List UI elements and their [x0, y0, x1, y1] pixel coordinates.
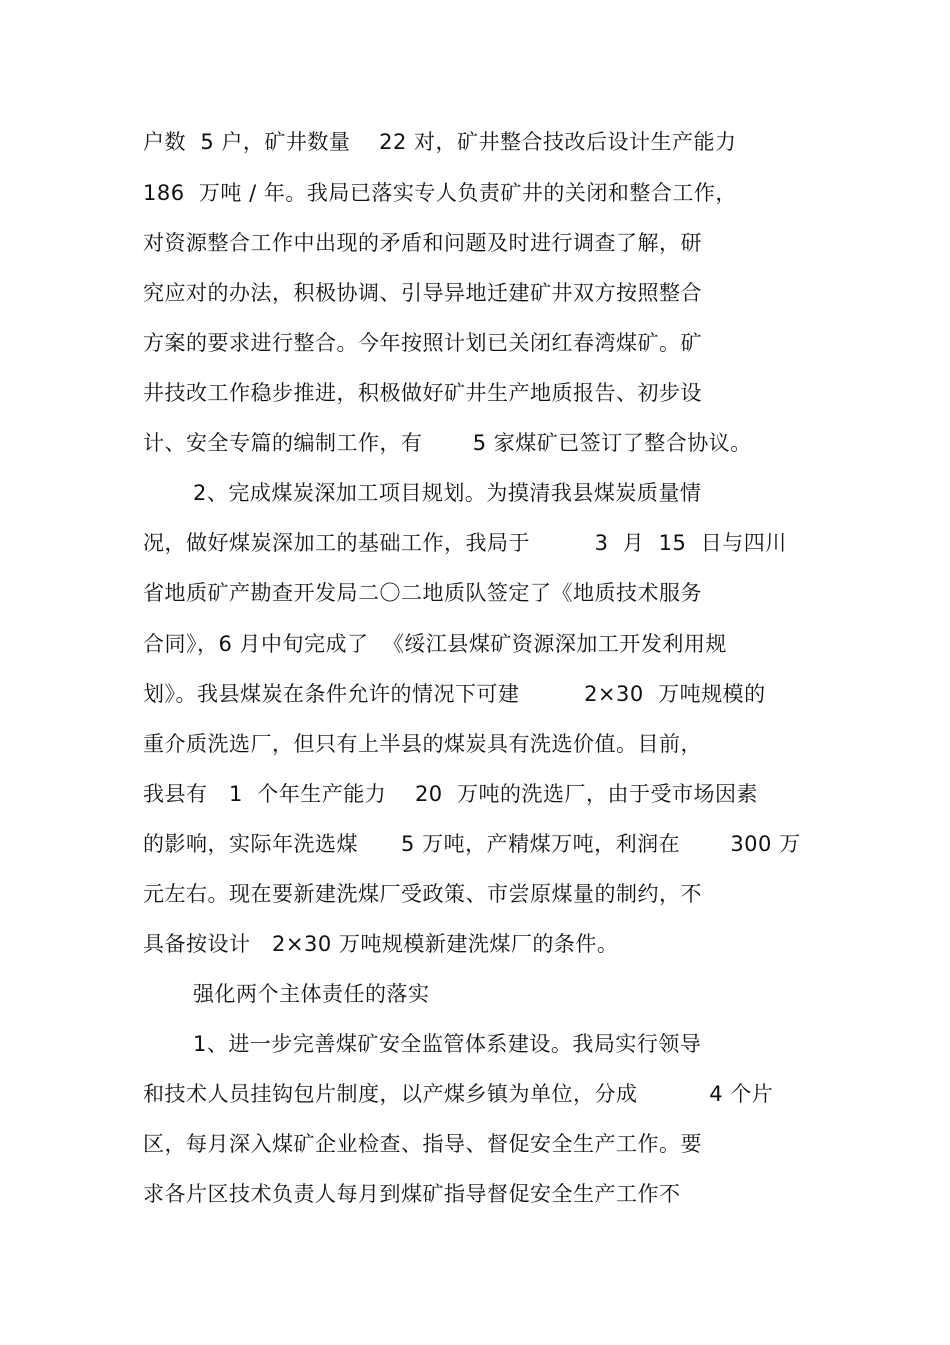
text-line: 况，做好煤炭深加工的基础工作，我局于 3 月 15 日与四川	[143, 531, 787, 555]
text-line: 区，每月深入煤矿企业检查、指导、督促安全生产工作。要	[143, 1132, 702, 1156]
text-line: 具备按设计 2×30 万吨规模新建洗煤厂的条件。	[143, 932, 619, 956]
text-line: 我县有 1 个年生产能力 20 万吨的洗选厂，由于受市场因素	[143, 782, 759, 806]
text-line: 元左右。现在要新建洗煤厂受政策、市尝原煤量的制约，不	[143, 882, 702, 906]
text-line: 户数 5 户，矿井数量 22 对，矿井整合技改后设计生产能力	[143, 130, 737, 154]
text-line: 重介质洗选厂，但只有上半县的煤炭具有洗选价值。目前，	[143, 732, 702, 756]
text-line: 的影响，实际年洗选煤 5 万吨，产精煤万吨，利润在 300 万	[143, 832, 801, 856]
text-line: 计、安全专篇的编制工作，有 5 家煤矿已签订了整合协议。	[143, 431, 752, 455]
text-line: 合同》，6 月中旬完成了 《绥江县煤矿资源深加工开发利用规	[143, 632, 727, 656]
text-line: 186 万吨 / 年。我局已落实专人负责矿井的关闭和整合工作，	[143, 181, 737, 205]
text-line: 省地质矿产勘查开发局二〇二地质队签定了《地质技术服务	[143, 581, 702, 605]
text-line: 井技改工作稳步推进，积极做好矿井生产地质报告、初步设	[143, 381, 702, 405]
section-heading: 强化两个主体责任的落实	[193, 982, 430, 1006]
text-line: 和技术人员挂钩包片制度，以产煤乡镇为单位，分成 4 个片	[143, 1082, 774, 1106]
text-line: 究应对的办法，积极协调、引导异地迁建矿井双方按照整合	[143, 281, 702, 305]
text-line: 求各片区技术负责人每月到煤矿指导督促安全生产工作不	[143, 1182, 681, 1206]
text-line: 1、进一步完善煤矿安全监管体系建设。我局实行领导	[193, 1032, 702, 1056]
text-line: 2、完成煤炭深加工项目规划。为摸清我县煤炭质量情	[193, 481, 702, 505]
text-line: 划》。我县煤炭在条件允许的情况下可建 2×30 万吨规模的	[143, 682, 766, 706]
text-line: 对资源整合工作中出现的矛盾和问题及时进行调查了解，研	[143, 231, 702, 255]
text-line: 方案的要求进行整合。今年按照计划已关闭红春湾煤矿。矿	[143, 331, 702, 355]
